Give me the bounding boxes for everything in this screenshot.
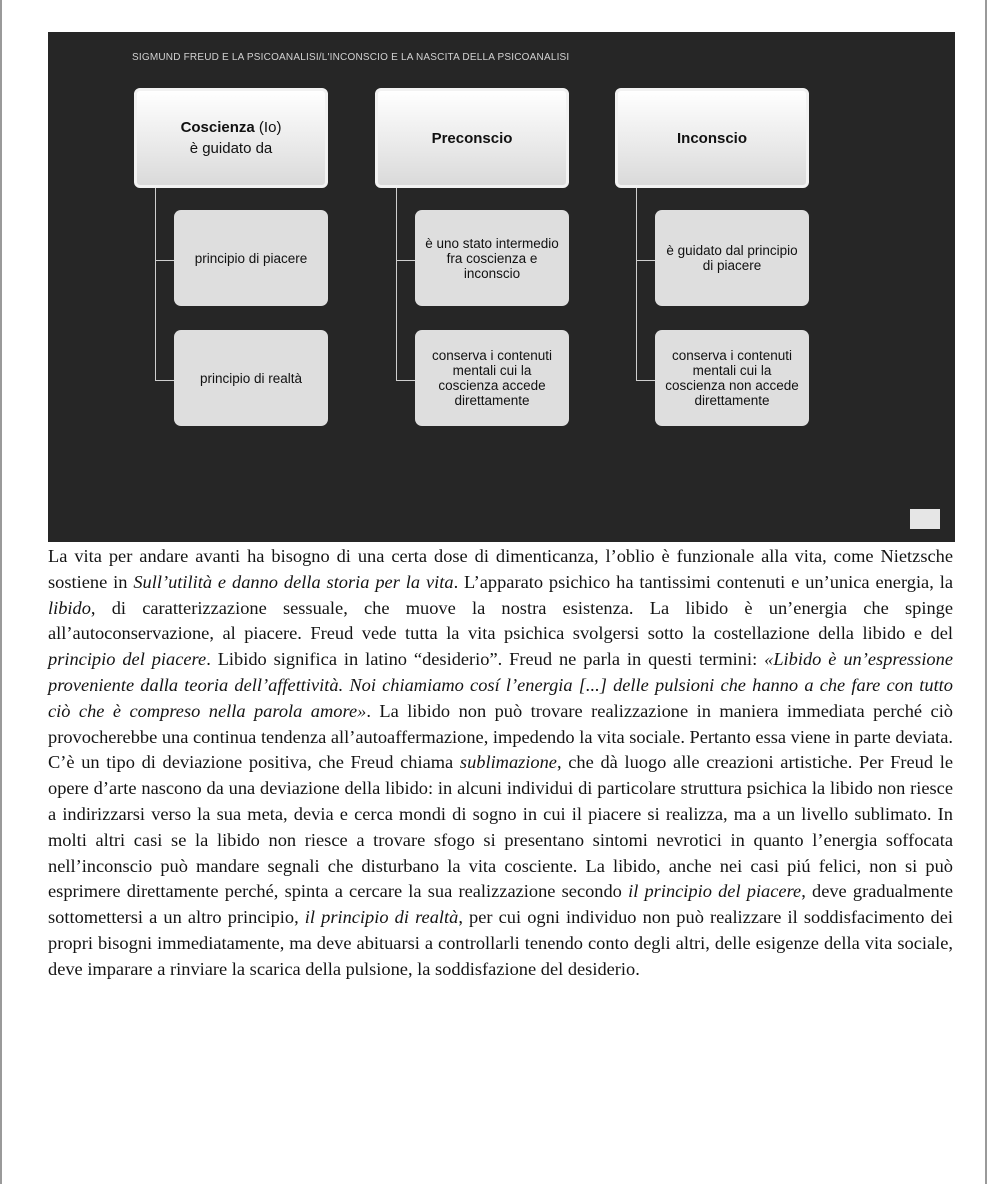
preconscio-branch-2 (396, 380, 415, 381)
text-run: . Libido significa in latino “desiderio”. Freud ne parla in questi termini: (206, 649, 765, 670)
text-italic: libido (48, 597, 91, 618)
preconscio-header (375, 88, 569, 188)
text-run: . La libido non può trovare realizzazione in maniera immediata perché ciò provocherebbe una continua tendenza all’autoaffermazione, impedendo la vita sociale. Pertanto essa viene in parte deviata. C’è un tipo di deviazione positiva, che Freud chiama (48, 700, 954, 773)
text-run: , di caratterizzazione sessuale, che muove la nostra esistenza. La libido è un’energia che spinge all’autoconservazione, al piacere. Freud vede tutta la vita psichica svolgersi sotto la costellazione della libido e del (48, 597, 953, 644)
coscienza-branch-1 (155, 260, 174, 261)
slide-header: SIGMUND FREUD E LA PSICOANALISI/L'INCONSCIO E LA NASCITA DELLA PSICOANALISI (132, 52, 570, 63)
text-italic: «Libido è un’espressione proveniente dalla teoria dell’affettività. Noi chiamiamo cosí l’energia [...] delle pulsioni che hanno a che fare con tutto ciò che è compreso nella parola amore» (48, 649, 953, 721)
text-run: , deve gradualmente sottomettersi a un altro principio, (48, 881, 953, 928)
text-run: La vita per andare avanti ha bisogno di una certa dose di dimenticanza, l’oblio è funzionale alla vita, come Nietzsche sostiene in (48, 546, 953, 592)
slide-corner-logo (910, 509, 940, 529)
text-run: , che dà luogo alle creazioni artistiche. Per Freud le opere d’arte nascono da una deviazione della libido: in alcuni individui di particolare struttura psichica la libido non riesce a indirizzarsi verso la sua meta, devia e cerca mondi di sogno in cui il piacere si realizza, ma a un livello sublimato. In molti altri casi se la libido non riesce a trovare sfogo si presentano sintomi nevrotici in quanto l’energia soffocata nell’inconscio può mandare segnali che disturbano la vita cosciente. La libido, anche nei casi piú felici, non si può esprimere direttamente perché, spinta a cercare la sua realizzazione secondo (48, 752, 954, 902)
preconscio-branch-1 (396, 260, 415, 261)
text-run: , per cui ogni individuo non può realizzare il soddisfacimento dei propri bisogni immediatamente, ma deve abituarsi a controllarli tenendo conto degli altri, delle esigenze della vita sociale, deve imparare a rinviare la scarica della pulsione, la soddisfazione del desiderio. (48, 907, 953, 979)
text-italic: Sull’utilità e danno della storia per la vita (133, 571, 454, 592)
text-italic: il principio di realtà (304, 907, 459, 928)
inconscio-branch-2 (636, 380, 655, 381)
text-run: . L’apparato psichico ha tantissimi contenuti e un’unica energia, la (453, 571, 953, 592)
coscienza-header (134, 88, 328, 188)
coscienza-item-2: principio di realtà (174, 330, 328, 426)
inconscio-item-2: conserva i contenuti mentali cui la coscienza non accede direttamente (655, 330, 809, 426)
preconscio-connector (396, 188, 397, 380)
coscienza-subtitle: è guidato da (189, 140, 273, 157)
coscienza-connector (155, 188, 156, 380)
coscienza-title-suffix: (Io) (254, 119, 282, 136)
inconscio-connector (636, 188, 637, 380)
inconscio-header (615, 88, 809, 188)
preconscio-title: Preconscio (431, 129, 513, 147)
inconscio-item-1: è guidato dal principio di piacere (655, 210, 809, 306)
preconscio-item-1: è uno stato intermedio fra coscienza e inconscio (415, 210, 569, 306)
coscienza-title: Coscienza (180, 119, 255, 136)
body-paragraph (48, 544, 953, 983)
text-italic: principio del piacere (48, 649, 207, 670)
text-italic: sublimazione (459, 752, 557, 773)
coscienza-branch-2 (155, 380, 174, 381)
inconscio-title: Inconscio (676, 129, 747, 147)
preconscio-item-2: conserva i contenuti mentali cui la coscienza accede direttamente (415, 330, 569, 426)
page-border-left (0, 0, 2, 1184)
inconscio-branch-1 (636, 260, 655, 261)
text-italic: il principio del piacere (628, 881, 802, 902)
diagram-slide (48, 32, 955, 542)
coscienza-item-1: principio di piacere (174, 210, 328, 306)
